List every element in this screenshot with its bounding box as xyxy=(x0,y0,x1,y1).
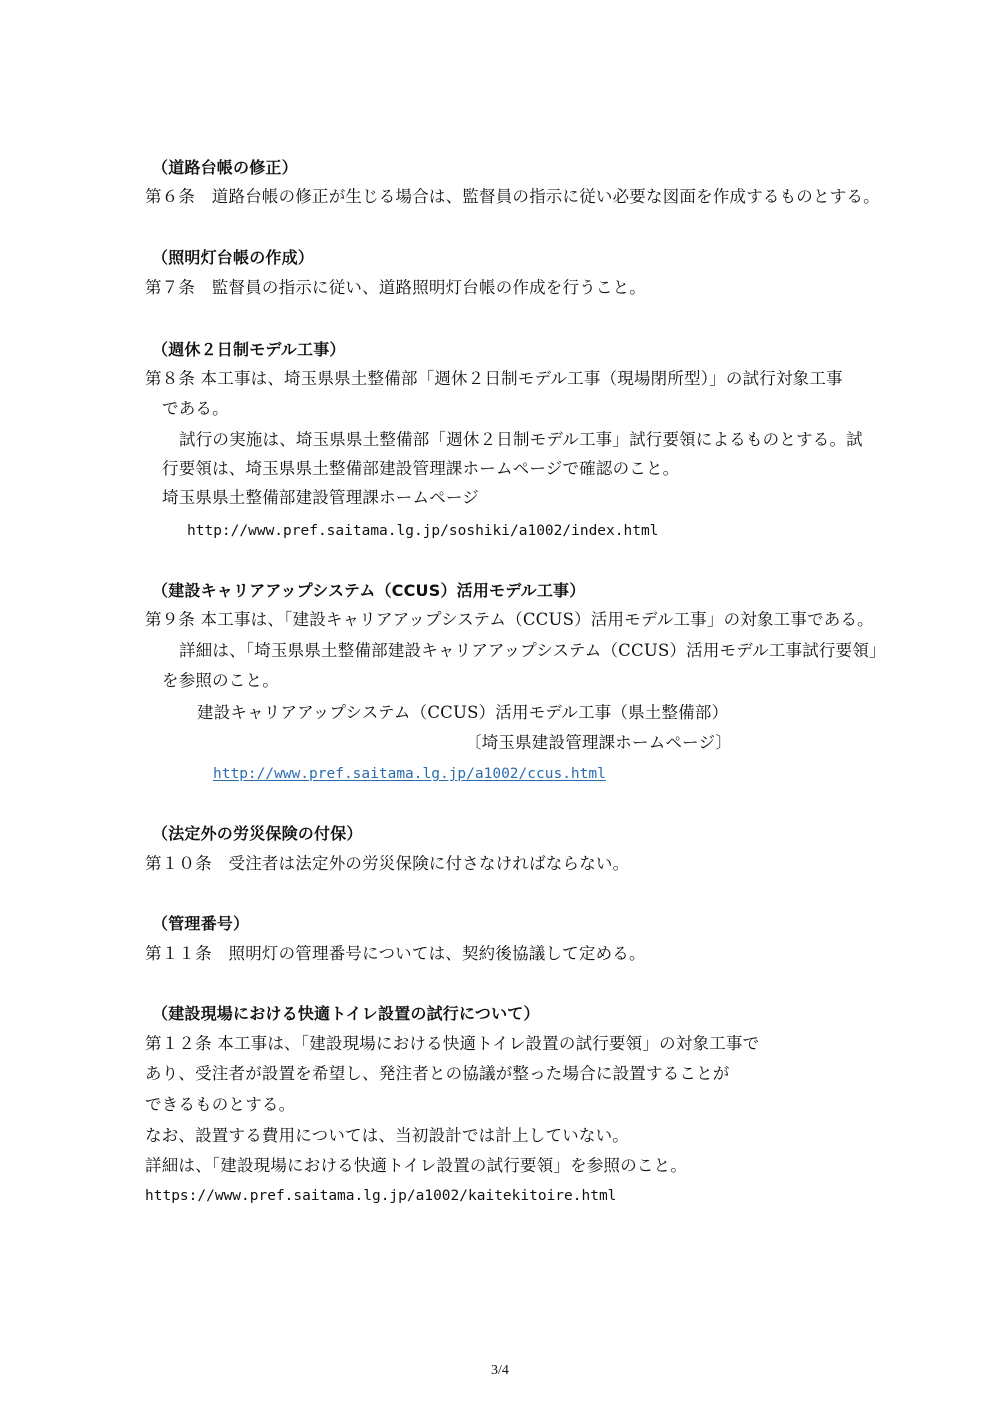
article-11-text: 第１１条 照明灯の管理番号については、契約後協議して定める。 xyxy=(145,944,646,963)
section-heading-road-ledger: （道路台帳の修正） xyxy=(152,158,298,177)
section-heading-lighting-ledger: （照明灯台帳の作成） xyxy=(152,248,315,267)
url-text-soshiki: http://www.pref.saitama.lg.jp/soshiki/a1002/index.html xyxy=(187,523,659,539)
section-heading-two-day-weekend: （週休２日制モデル工事） xyxy=(152,340,346,359)
page-number: 3/4 xyxy=(491,1363,509,1378)
article-10-text: 第１０条 受注者は法定外の労災保険に付さなければならない。 xyxy=(145,854,630,873)
article-8-text-line-2: である。 xyxy=(162,399,229,418)
article-12-text-line-2: あり、受注者が設置を希望し、発注者との協議が整った場合に設置することが xyxy=(145,1064,730,1083)
url-text-kaitekitoire: https://www.pref.saitama.lg.jp/a1002/kaitekitoire.html xyxy=(145,1188,617,1204)
article-6-text: 第６条 道路台帳の修正が生じる場合は、監督員の指示に従い必要な図面を作成するものとする。 xyxy=(145,187,880,206)
article-9-text-line-2: 詳細は、「埼玉県県土整備部建設キャリアアップシステム（CCUS）活用モデル工事試行要領」 xyxy=(179,641,886,660)
article-9-text-line-3: を参照のこと。 xyxy=(162,671,279,690)
ccus-reference-title: 建設キャリアアップシステム（CCUS）活用モデル工事（県土整備部） xyxy=(197,703,729,722)
article-7-text: 第７条 監督員の指示に従い、道路照明灯台帳の作成を行うこと。 xyxy=(145,278,646,297)
section-heading-comfortable-toilet: （建設現場における快適トイレ設置の試行について） xyxy=(152,1004,540,1023)
homepage-label: 埼玉県県土整備部建設管理課ホームページ xyxy=(162,488,479,507)
section-heading-workers-insurance: （法定外の労災保険の付保） xyxy=(152,824,363,843)
article-12-text-line-5: 詳細は、「建設現場における快適トイレ設置の試行要領」を参照のこと。 xyxy=(145,1156,688,1175)
article-12-text-line-1: 第１２条 本工事は、「建設現場における快適トイレ設置の試行要領」の対象工事で xyxy=(145,1034,760,1053)
article-12-text-line-4: なお、設置する費用については、当初設計では計上していない。 xyxy=(145,1126,629,1145)
ccus-link[interactable]: http://www.pref.saitama.lg.jp/a1002/ccus.html xyxy=(213,766,606,782)
article-8-text-line-3: 試行の実施は、埼玉県県土整備部「週休２日制モデル工事」試行要領によるものとする。試 xyxy=(179,430,863,449)
section-heading-ccus: （建設キャリアアップシステム（CCUS）活用モデル工事） xyxy=(152,581,586,600)
article-8-text-line-1: 第８条 本工事は、埼玉県県土整備部「週休２日制モデル工事（現場閉所型）」の試行対象工事 xyxy=(145,369,843,388)
article-8-text-line-4: 行要領は、埼玉県県土整備部建設管理課ホームページで確認のこと。 xyxy=(162,459,680,478)
article-9-text-line-1: 第９条 本工事は、「建設キャリアアップシステム（CCUS）活用モデル工事」の対象工事である。 xyxy=(145,610,874,629)
article-12-text-line-3: できるものとする。 xyxy=(145,1095,296,1114)
section-heading-management-number: （管理番号） xyxy=(152,914,250,933)
ccus-reference-source: 〔埼玉県建設管理課ホームページ〕 xyxy=(465,733,733,752)
